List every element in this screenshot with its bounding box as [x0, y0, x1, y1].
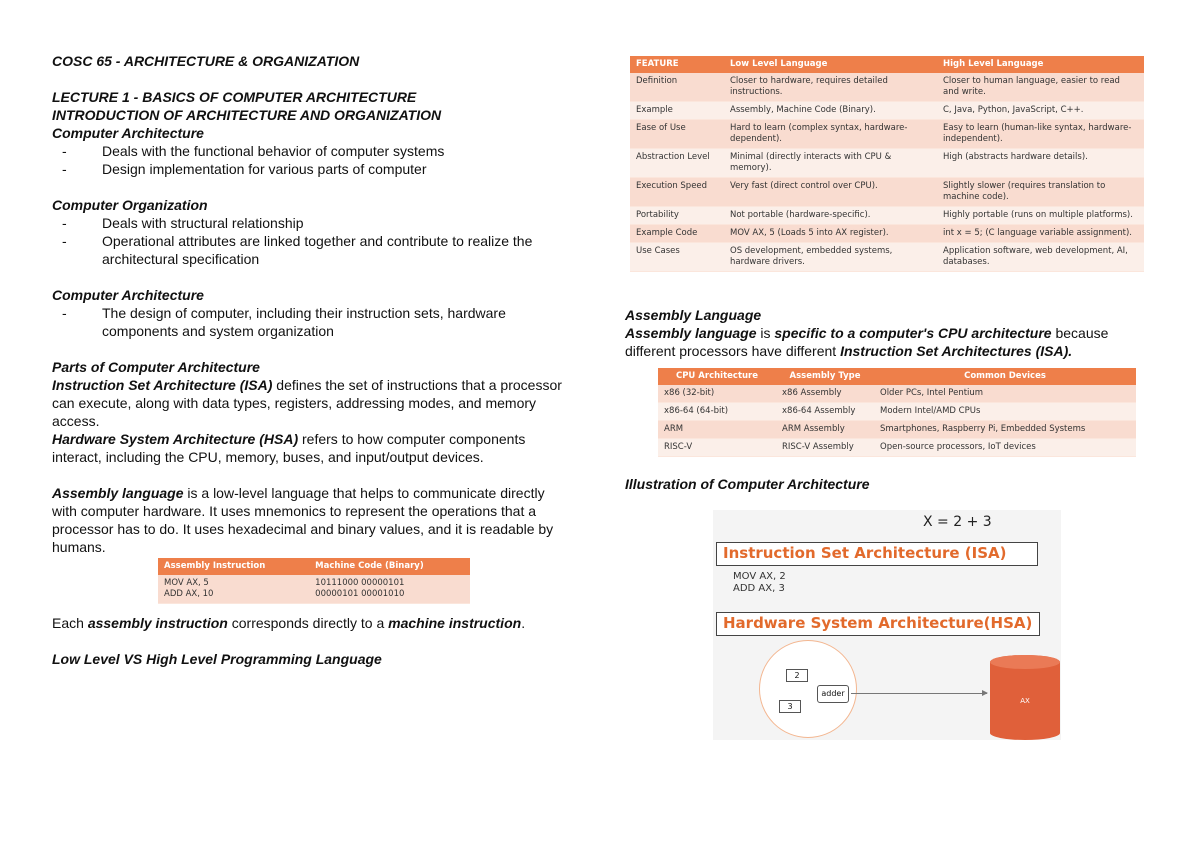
assembly-paragraph: [52, 484, 572, 556]
computer-architecture-heading: Computer Architecture: [52, 125, 204, 141]
table-row: [658, 439, 1136, 457]
table-row: [658, 403, 1136, 421]
table-cell: Example Code: [630, 225, 724, 243]
intro-title: INTRODUCTION OF ARCHITECTURE AND ORGANIZATION: [52, 107, 442, 123]
list-item: - Design implementation for various parts of computer: [52, 160, 572, 178]
table-cell: Application software, web development, AI, databases.: [937, 243, 1144, 272]
parts-heading: Parts of Computer Architecture: [52, 359, 260, 375]
table-row: [658, 385, 1136, 403]
cpu-architecture-table: [658, 368, 1136, 457]
table-cell: Older PCs, Intel Pentium: [874, 385, 1136, 403]
assembly-term: Assembly language: [52, 485, 184, 501]
computer-organization-heading: Computer Organization: [52, 197, 208, 213]
hsa-definition: refers to how computer components interact, including the CPU, memory, buses, and input/output devices.: [52, 431, 526, 465]
table-row: [630, 243, 1144, 272]
left-column: [52, 52, 572, 668]
assembly-language-heading: Assembly Language: [625, 307, 762, 323]
adder-unit: adder: [817, 685, 849, 703]
table-cell: High (abstracts hardware details).: [937, 149, 1144, 178]
table-cell: Example: [630, 102, 724, 120]
table-cell: MOV AX, 5 ADD AX, 10: [158, 575, 309, 604]
table-cell: Portability: [630, 207, 724, 225]
table-cell: Abstraction Level: [630, 149, 724, 178]
code-line: ADD AX, 3: [733, 583, 785, 594]
table-cell: Assembly, Machine Code (Binary).: [724, 102, 937, 120]
table-cell: Ease of Use: [630, 120, 724, 149]
course-title: COSC 65 - ARCHITECTURE & ORGANIZATION: [52, 53, 360, 69]
table-cell: ARM: [658, 421, 776, 439]
assembly-specific-paragraph: Assembly language is specific to a computer's CPU architecture because different processors have different Instruction Set Architectures (ISA).: [625, 325, 1109, 359]
table-cell: OS development, embedded systems, hardware drivers.: [724, 243, 937, 272]
illustration-heading: Illustration of Computer Architecture: [625, 476, 870, 492]
table-cell: C, Java, Python, JavaScript, C++.: [937, 102, 1144, 120]
assembly-definition: is a low-level language that helps to communicate directly with computer hardware. It uses mnemonics to represent the operations that a processor has to do. It uses hexadecimal and binary values, and it is readable by humans.: [52, 485, 554, 555]
table-cell: Minimal (directly interacts with CPU & memory).: [724, 149, 937, 178]
table-row: [630, 149, 1144, 178]
table-cell: Hard to learn (complex syntax, hardware-dependent).: [724, 120, 937, 149]
table-header: Common Devices: [874, 368, 1136, 385]
assembly-machine-code-table: [158, 558, 470, 604]
list-item: - The design of computer, including their instruction sets, hardware components and system organization: [52, 304, 572, 340]
register-label: AX: [1020, 697, 1030, 705]
table-cell: x86 (32-bit): [658, 385, 776, 403]
table-cell: Smartphones, Raspberry Pi, Embedded Systems: [874, 421, 1136, 439]
table-header: FEATURE: [630, 56, 724, 73]
table-cell: Open-source processors, IoT devices: [874, 439, 1136, 457]
code-line: MOV AX, 2: [733, 571, 786, 582]
table-cell: Closer to hardware, requires detailed instructions.: [724, 73, 937, 102]
isa-paragraph: [52, 376, 572, 430]
isa-label: Instruction Set Architecture (ISA): [716, 542, 1038, 566]
table-row: [630, 102, 1144, 120]
list-item: - Deals with the functional behavior of computer systems: [52, 142, 572, 160]
table-header: Low Level Language: [724, 56, 937, 73]
list-item: - Deals with structural relationship: [52, 214, 572, 232]
table-cell: int x = 5; (C language variable assignment).: [937, 225, 1144, 243]
feature-comparison-table: [630, 56, 1144, 272]
isa-term: Instruction Set Architecture (ISA): [52, 377, 273, 393]
table-cell: RISC-V Assembly: [776, 439, 874, 457]
computer-architecture-list: [52, 142, 572, 178]
table-cell: Highly portable (runs on multiple platforms).: [937, 207, 1144, 225]
table-row: [630, 207, 1144, 225]
table-cell: Slightly slower (requires translation to machine code).: [937, 178, 1144, 207]
computer-organization-list: [52, 214, 572, 268]
table-row: [658, 421, 1136, 439]
each-instruction-sentence: Each assembly instruction corresponds directly to a machine instruction.: [52, 615, 526, 631]
operand-box: 2: [786, 669, 808, 682]
table-row: [630, 120, 1144, 149]
table-cell: MOV AX, 5 (Loads 5 into AX register).: [724, 225, 937, 243]
table-row: [630, 225, 1144, 243]
table-cell: Closer to human language, easier to read and write.: [937, 73, 1144, 102]
table-header: High Level Language: [937, 56, 1144, 73]
list-item: - Operational attributes are linked together and contribute to realize the architectural specification: [52, 232, 572, 268]
table-cell: Very fast (direct control over CPU).: [724, 178, 937, 207]
table-cell: Not portable (hardware-specific).: [724, 207, 937, 225]
register-cylinder: [990, 655, 1060, 740]
table-cell: x86 Assembly: [776, 385, 874, 403]
right-column: [625, 306, 1155, 493]
hsa-term: Hardware System Architecture (HSA): [52, 431, 299, 447]
table-cell: RISC-V: [658, 439, 776, 457]
table-cell: Use Cases: [630, 243, 724, 272]
architecture-illustration: [713, 510, 1061, 740]
table-header: Machine Code (Binary): [309, 558, 470, 575]
table-cell: ARM Assembly: [776, 421, 874, 439]
table-cell: x86-64 (64-bit): [658, 403, 776, 421]
equation: X = 2 + 3: [923, 514, 992, 530]
table-cell: Execution Speed: [630, 178, 724, 207]
table-cell: Easy to learn (human-like syntax, hardware-independent).: [937, 120, 1144, 149]
hsa-paragraph: [52, 430, 572, 466]
table-cell: Modern Intel/AMD CPUs: [874, 403, 1136, 421]
isa-definition: defines the set of instructions that a processor can execute, along with data types, registers, addressing modes, and memory access.: [52, 377, 562, 429]
table-row: [630, 73, 1144, 102]
arrow-icon: [851, 693, 987, 694]
code-lines: [733, 571, 786, 595]
table-cell: Definition: [630, 73, 724, 102]
table-header: Assembly Instruction: [158, 558, 309, 575]
computer-architecture-list-2: [52, 304, 572, 340]
low-vs-high-heading: Low Level VS High Level Programming Language: [52, 651, 382, 667]
table-cell: x86-64 Assembly: [776, 403, 874, 421]
computer-architecture-heading-2: Computer Architecture: [52, 287, 204, 303]
table-header: Assembly Type: [776, 368, 874, 385]
table-header: CPU Architecture: [658, 368, 776, 385]
lecture-title: LECTURE 1 - BASICS OF COMPUTER ARCHITECTURE: [52, 89, 417, 105]
hsa-label: Hardware System Architecture(HSA): [716, 612, 1040, 636]
table-row: [630, 178, 1144, 207]
table-cell: 10111000 00000101 00000101 00001010: [309, 575, 470, 604]
operand-box: 3: [779, 700, 801, 713]
